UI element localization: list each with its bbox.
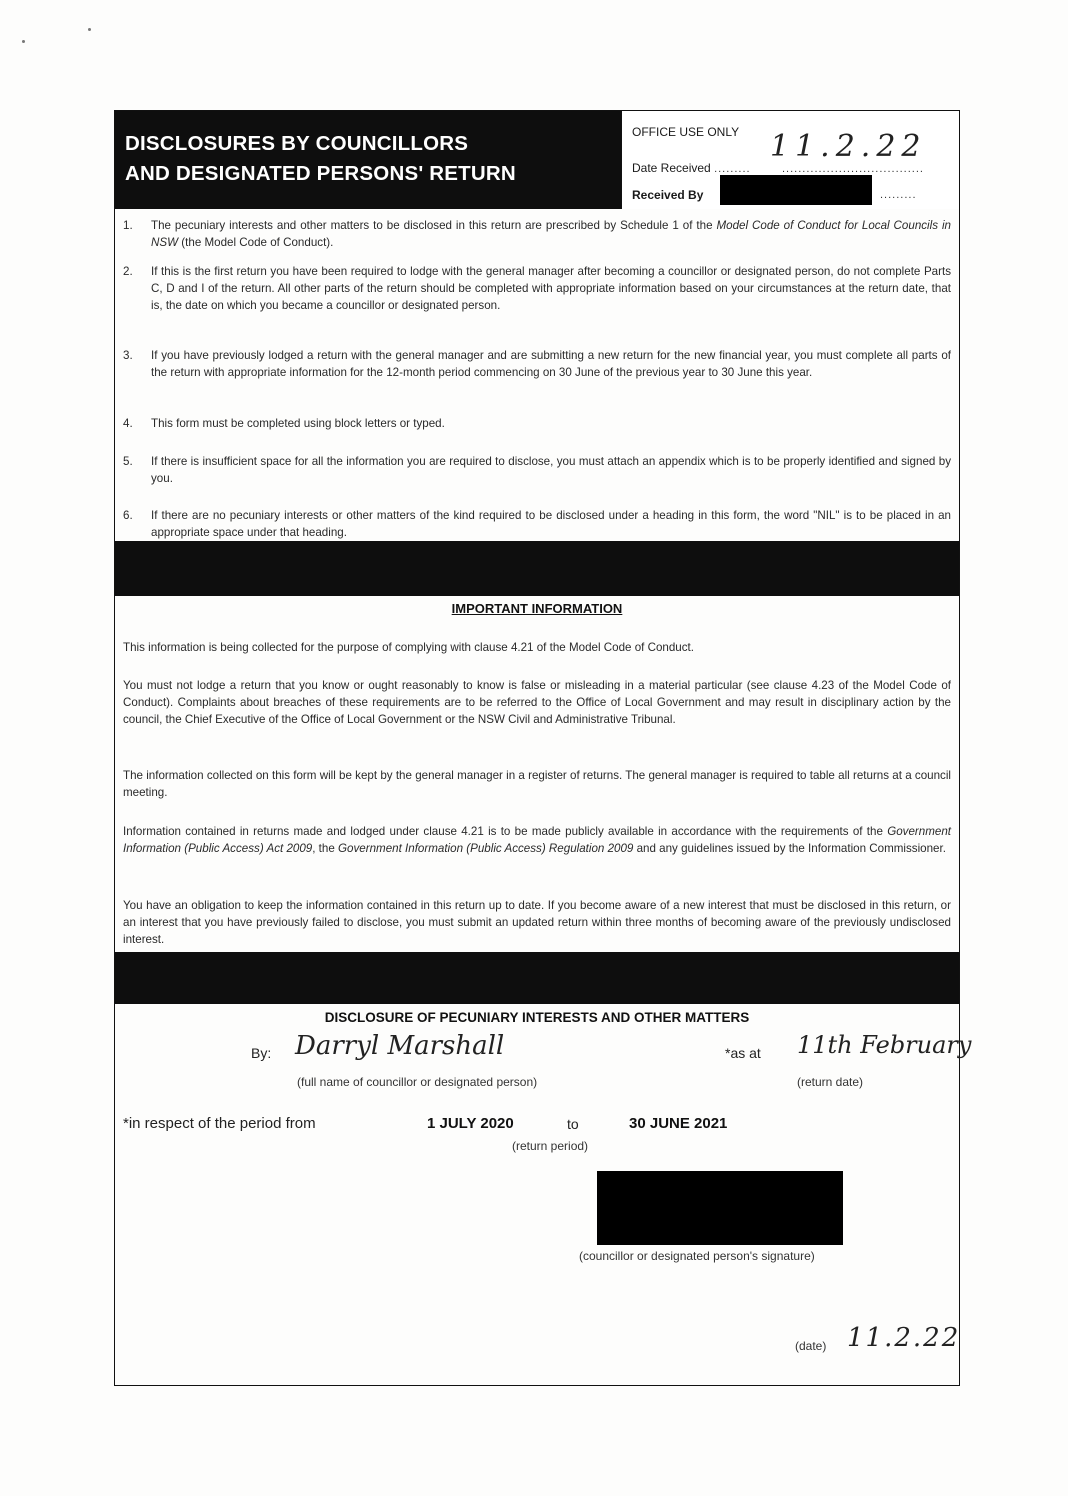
redaction-box — [720, 175, 872, 205]
signature-redaction — [597, 1171, 843, 1245]
disclosure-form — [114, 110, 972, 1386]
instruction-number: 1. — [123, 219, 133, 232]
period-caption: (return period) — [512, 1139, 589, 1153]
return-date-value: 11th February — [797, 1031, 972, 1059]
form-header — [115, 111, 959, 209]
important-paragraph-2: You must not lodge a return that you know or ought reasonably to know is false or misleading in a material particular (see clause 4.23 of the Model Code of Conduct). Complaints about breaches of these requirements are to be referred to the Office of Local Government and may result in disciplinary action by the council, the Chief Executive of the Office of Local Government or the NSW Civil and Administrative Tribunal. — [123, 679, 951, 726]
important-paragraph-1: This information is being collected for the purpose of complying with clause 4.21 of the Model Code of Conduct. — [123, 641, 694, 654]
instruction-text: If there is insufficient space for all the information you are required to disclose, you must attach an appendix which is to be properly identified and signed by you. — [151, 455, 951, 485]
instruction-text: If there are no pecuniary interests or other matters of the kind required to be disclosed under a heading in this form, the word "NIL" is to be placed in an appropriate space under that heading. — [151, 509, 951, 539]
to-label: to — [567, 1116, 579, 1132]
received-by-label: Received By — [632, 188, 704, 202]
instruction-text-part: (the Model Code of Conduct). — [178, 236, 334, 249]
dotted-line: ......... — [714, 163, 751, 175]
instruction-text — [151, 217, 951, 251]
disclosure-heading: DISCLOSURE OF PECUNIARY INTERESTS AND OTHER MATTERS — [324, 1010, 750, 1025]
name-caption: (full name of councillor or designated person) — [297, 1075, 538, 1089]
paragraph-part: Information contained in returns made and lodged under clause 4.21 is to be made publicly available in accordance with the requirements of the — [123, 825, 888, 838]
period-from: 1 JULY 2020 — [427, 1115, 514, 1132]
instruction-text-part: The pecuniary interests and other matters to be disclosed in this return are prescribed by Schedule 1 of the — [151, 219, 717, 232]
instruction-number: 3. — [123, 349, 133, 362]
important-paragraph-4 — [123, 823, 951, 857]
instruction-number: 6. — [123, 509, 133, 522]
form-title-line1: DISCLOSURES BY COUNCILLORS — [125, 132, 469, 155]
important-paragraph-3: The information collected on this form will be kept by the general manager in a register of returns. The general manager is required to table all returns at a council meeting. — [123, 769, 951, 799]
regulation-title: Government Information (Public Access) Regulation 2009 — [338, 842, 634, 855]
instruction-text: If you have previously lodged a return with the general manager and are submitting a new return for the new financial year, you must complete all parts of the return with appropriate information for the 12-month period commencing on 30 June of the previous year to 30 June this year. — [151, 349, 951, 379]
instruction-number: 2. — [123, 265, 133, 278]
date-label: (date) — [795, 1339, 827, 1353]
instruction-text-italic: Model Code of Conduct for Local Councils in NSW — [151, 219, 951, 249]
title-block — [115, 111, 621, 209]
by-label: By: — [251, 1045, 272, 1061]
divider-band — [115, 952, 959, 1004]
period-label: *in respect of the period from — [123, 1115, 316, 1132]
scan-speck — [22, 40, 25, 43]
date-received-dots: ................................... — [782, 163, 924, 175]
important-information-heading: IMPORTANT INFORMATION — [451, 601, 623, 616]
date-received-label: Date Received — [632, 161, 711, 175]
paragraph-part: and any guidelines issued by the Information Commissioner. — [633, 842, 946, 855]
instruction-number: 5. — [123, 455, 133, 468]
instruction-number: 4. — [123, 417, 133, 430]
instruction-text: This form must be completed using block letters or typed. — [151, 417, 445, 430]
office-use-label: OFFICE USE ONLY — [632, 125, 740, 139]
date-received-value: 11.2.22 — [770, 129, 927, 164]
important-paragraph-5: You have an obligation to keep the information contained in this return up to date. If you become aware of a new interest that must be disclosed in this return, or an interest that you have previously failed to disclose, you must submit an updated return within three months of becoming aware of the previously undisclosed interest. — [123, 899, 951, 946]
as-at-label: *as at — [725, 1045, 761, 1061]
period-to: 30 JUNE 2021 — [629, 1115, 728, 1132]
paragraph-part: , the — [312, 842, 339, 855]
divider-band — [115, 541, 959, 596]
act-title: Government Information (Public Access) Act 2009 — [123, 825, 951, 855]
instruction-text: If this is the first return you have been required to lodge with the general manager after becoming a councillor or designated person, do not complete Parts C, D and I of the return. All other parts of the return should be completed with appropriate information based on your circumstances at the return date, that is, the date on which you became a councillor or designated person. — [151, 265, 951, 312]
received-by-dots: ......... — [880, 189, 917, 201]
return-date-caption: (return date) — [797, 1075, 864, 1089]
scan-speck — [88, 28, 91, 31]
office-use-block — [621, 111, 959, 209]
councillor-name: Darryl Marshall — [295, 1031, 505, 1061]
form-title-line2: AND DESIGNATED PERSONS' RETURN — [125, 162, 516, 185]
signature-caption: (councillor or designated person's signature) — [579, 1249, 815, 1263]
signed-date-value: 11.2.22 — [847, 1323, 961, 1353]
date-received-row — [632, 161, 751, 175]
